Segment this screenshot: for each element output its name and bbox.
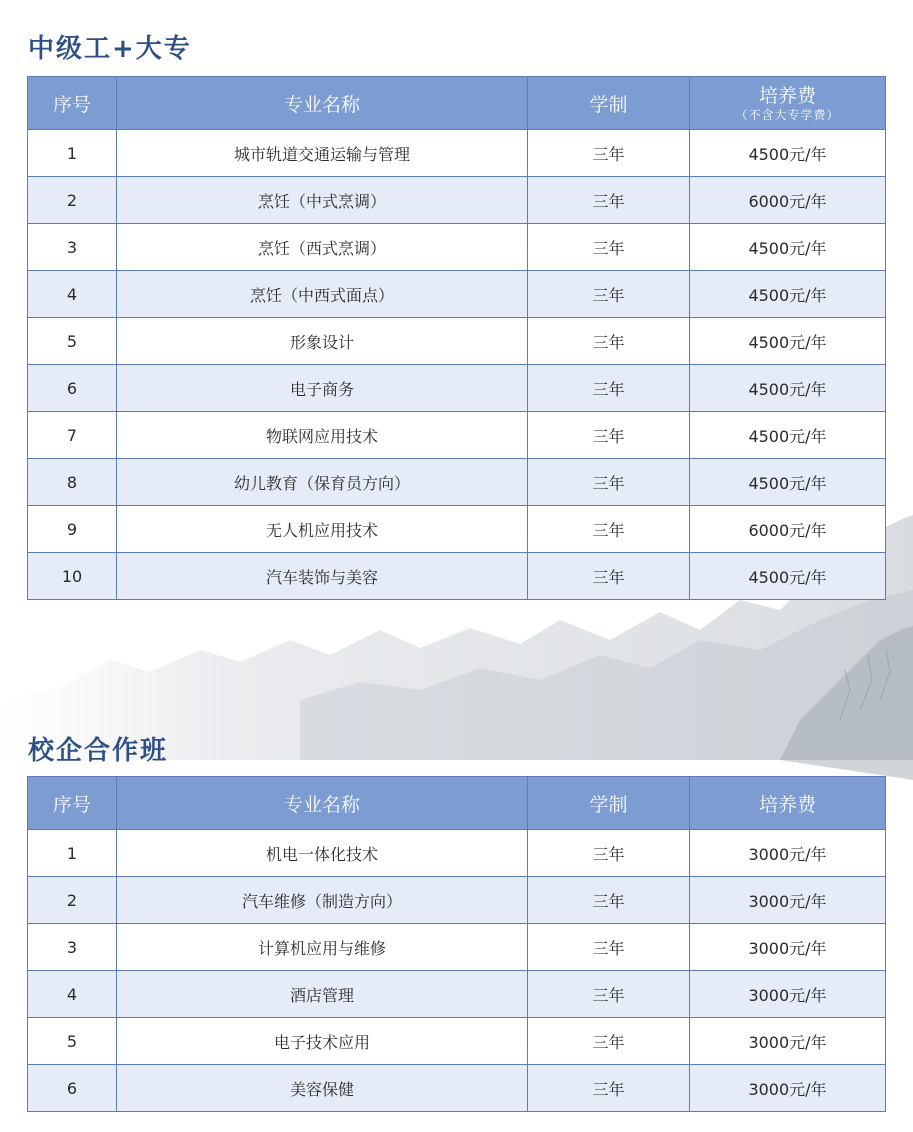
cell-fee: 3000元/年 <box>690 830 886 877</box>
table-row <box>28 877 886 924</box>
cell-major: 物联网应用技术 <box>117 412 528 459</box>
table-row <box>28 553 886 600</box>
fee-table-intermediate-college <box>27 76 886 600</box>
cell-fee: 4500元/年 <box>690 412 886 459</box>
header-fee-note: （不含大专学费） <box>735 107 840 122</box>
cell-no: 4 <box>28 271 117 318</box>
cell-duration: 三年 <box>528 365 690 412</box>
cell-major: 烹饪（中西式面点） <box>117 271 528 318</box>
cell-no: 1 <box>28 830 117 877</box>
cell-fee: 4500元/年 <box>690 224 886 271</box>
cell-fee: 4500元/年 <box>690 459 886 506</box>
cell-fee: 6000元/年 <box>690 506 886 553</box>
cell-no: 2 <box>28 177 117 224</box>
table-row <box>28 924 886 971</box>
cell-no: 8 <box>28 459 117 506</box>
header-major: 专业名称 <box>117 77 528 130</box>
cell-no: 5 <box>28 318 117 365</box>
cell-no: 6 <box>28 1065 117 1112</box>
cell-fee: 4500元/年 <box>690 365 886 412</box>
cell-fee: 3000元/年 <box>690 1065 886 1112</box>
section-title-intermediate-college: 中级工+大专 <box>28 34 192 64</box>
section-title-school-enterprise: 校企合作班 <box>28 736 169 766</box>
table-row <box>28 971 886 1018</box>
cell-duration: 三年 <box>528 1065 690 1112</box>
table-row <box>28 412 886 459</box>
header-major: 专业名称 <box>117 777 528 830</box>
cell-no: 5 <box>28 1018 117 1065</box>
cell-no: 6 <box>28 365 117 412</box>
cell-no: 9 <box>28 506 117 553</box>
cell-major: 烹饪（中式烹调） <box>117 177 528 224</box>
cell-duration: 三年 <box>528 459 690 506</box>
table-header-row <box>28 777 886 830</box>
cell-duration: 三年 <box>528 553 690 600</box>
cell-duration: 三年 <box>528 318 690 365</box>
cell-major: 幼儿教育（保育员方向） <box>117 459 528 506</box>
table-row <box>28 224 886 271</box>
table-row <box>28 318 886 365</box>
header-fee-label: 培养费 <box>758 84 816 107</box>
cell-duration: 三年 <box>528 830 690 877</box>
table-row <box>28 1018 886 1065</box>
header-no: 序号 <box>28 777 117 830</box>
cell-fee: 6000元/年 <box>690 177 886 224</box>
cell-no: 3 <box>28 224 117 271</box>
cell-major: 电子技术应用 <box>117 1018 528 1065</box>
cell-no: 10 <box>28 553 117 600</box>
cell-fee: 3000元/年 <box>690 877 886 924</box>
cell-no: 3 <box>28 924 117 971</box>
cell-major: 酒店管理 <box>117 971 528 1018</box>
cell-fee: 4500元/年 <box>690 130 886 177</box>
table-row <box>28 459 886 506</box>
cell-major: 烹饪（西式烹调） <box>117 224 528 271</box>
cell-major: 机电一体化技术 <box>117 830 528 877</box>
cell-duration: 三年 <box>528 224 690 271</box>
cell-duration: 三年 <box>528 271 690 318</box>
cell-duration: 三年 <box>528 177 690 224</box>
cell-no: 1 <box>28 130 117 177</box>
cell-major: 计算机应用与维修 <box>117 924 528 971</box>
table-row <box>28 130 886 177</box>
table-row <box>28 506 886 553</box>
cell-fee: 4500元/年 <box>690 318 886 365</box>
header-fee: 培养费 <box>690 777 886 830</box>
cell-no: 2 <box>28 877 117 924</box>
cell-duration: 三年 <box>528 130 690 177</box>
cell-fee: 4500元/年 <box>690 553 886 600</box>
cell-duration: 三年 <box>528 412 690 459</box>
cell-major: 汽车维修（制造方向） <box>117 877 528 924</box>
table-row <box>28 1065 886 1112</box>
table-row <box>28 830 886 877</box>
table-row <box>28 365 886 412</box>
cell-major: 电子商务 <box>117 365 528 412</box>
cell-major: 汽车装饰与美容 <box>117 553 528 600</box>
header-duration: 学制 <box>528 77 690 130</box>
cell-major: 无人机应用技术 <box>117 506 528 553</box>
table-header-row <box>28 77 886 130</box>
cell-no: 4 <box>28 971 117 1018</box>
cell-fee: 3000元/年 <box>690 924 886 971</box>
cell-duration: 三年 <box>528 1018 690 1065</box>
table-row <box>28 271 886 318</box>
cell-major: 形象设计 <box>117 318 528 365</box>
cell-fee: 3000元/年 <box>690 971 886 1018</box>
cell-fee: 3000元/年 <box>690 1018 886 1065</box>
cell-duration: 三年 <box>528 506 690 553</box>
cell-major: 城市轨道交通运输与管理 <box>117 130 528 177</box>
fee-table-school-enterprise <box>27 776 886 1112</box>
cell-major: 美容保健 <box>117 1065 528 1112</box>
cell-duration: 三年 <box>528 971 690 1018</box>
header-duration: 学制 <box>528 777 690 830</box>
header-fee <box>690 77 886 130</box>
cell-no: 7 <box>28 412 117 459</box>
header-no: 序号 <box>28 77 117 130</box>
cell-fee: 4500元/年 <box>690 271 886 318</box>
table-row <box>28 177 886 224</box>
cell-duration: 三年 <box>528 924 690 971</box>
cell-duration: 三年 <box>528 877 690 924</box>
